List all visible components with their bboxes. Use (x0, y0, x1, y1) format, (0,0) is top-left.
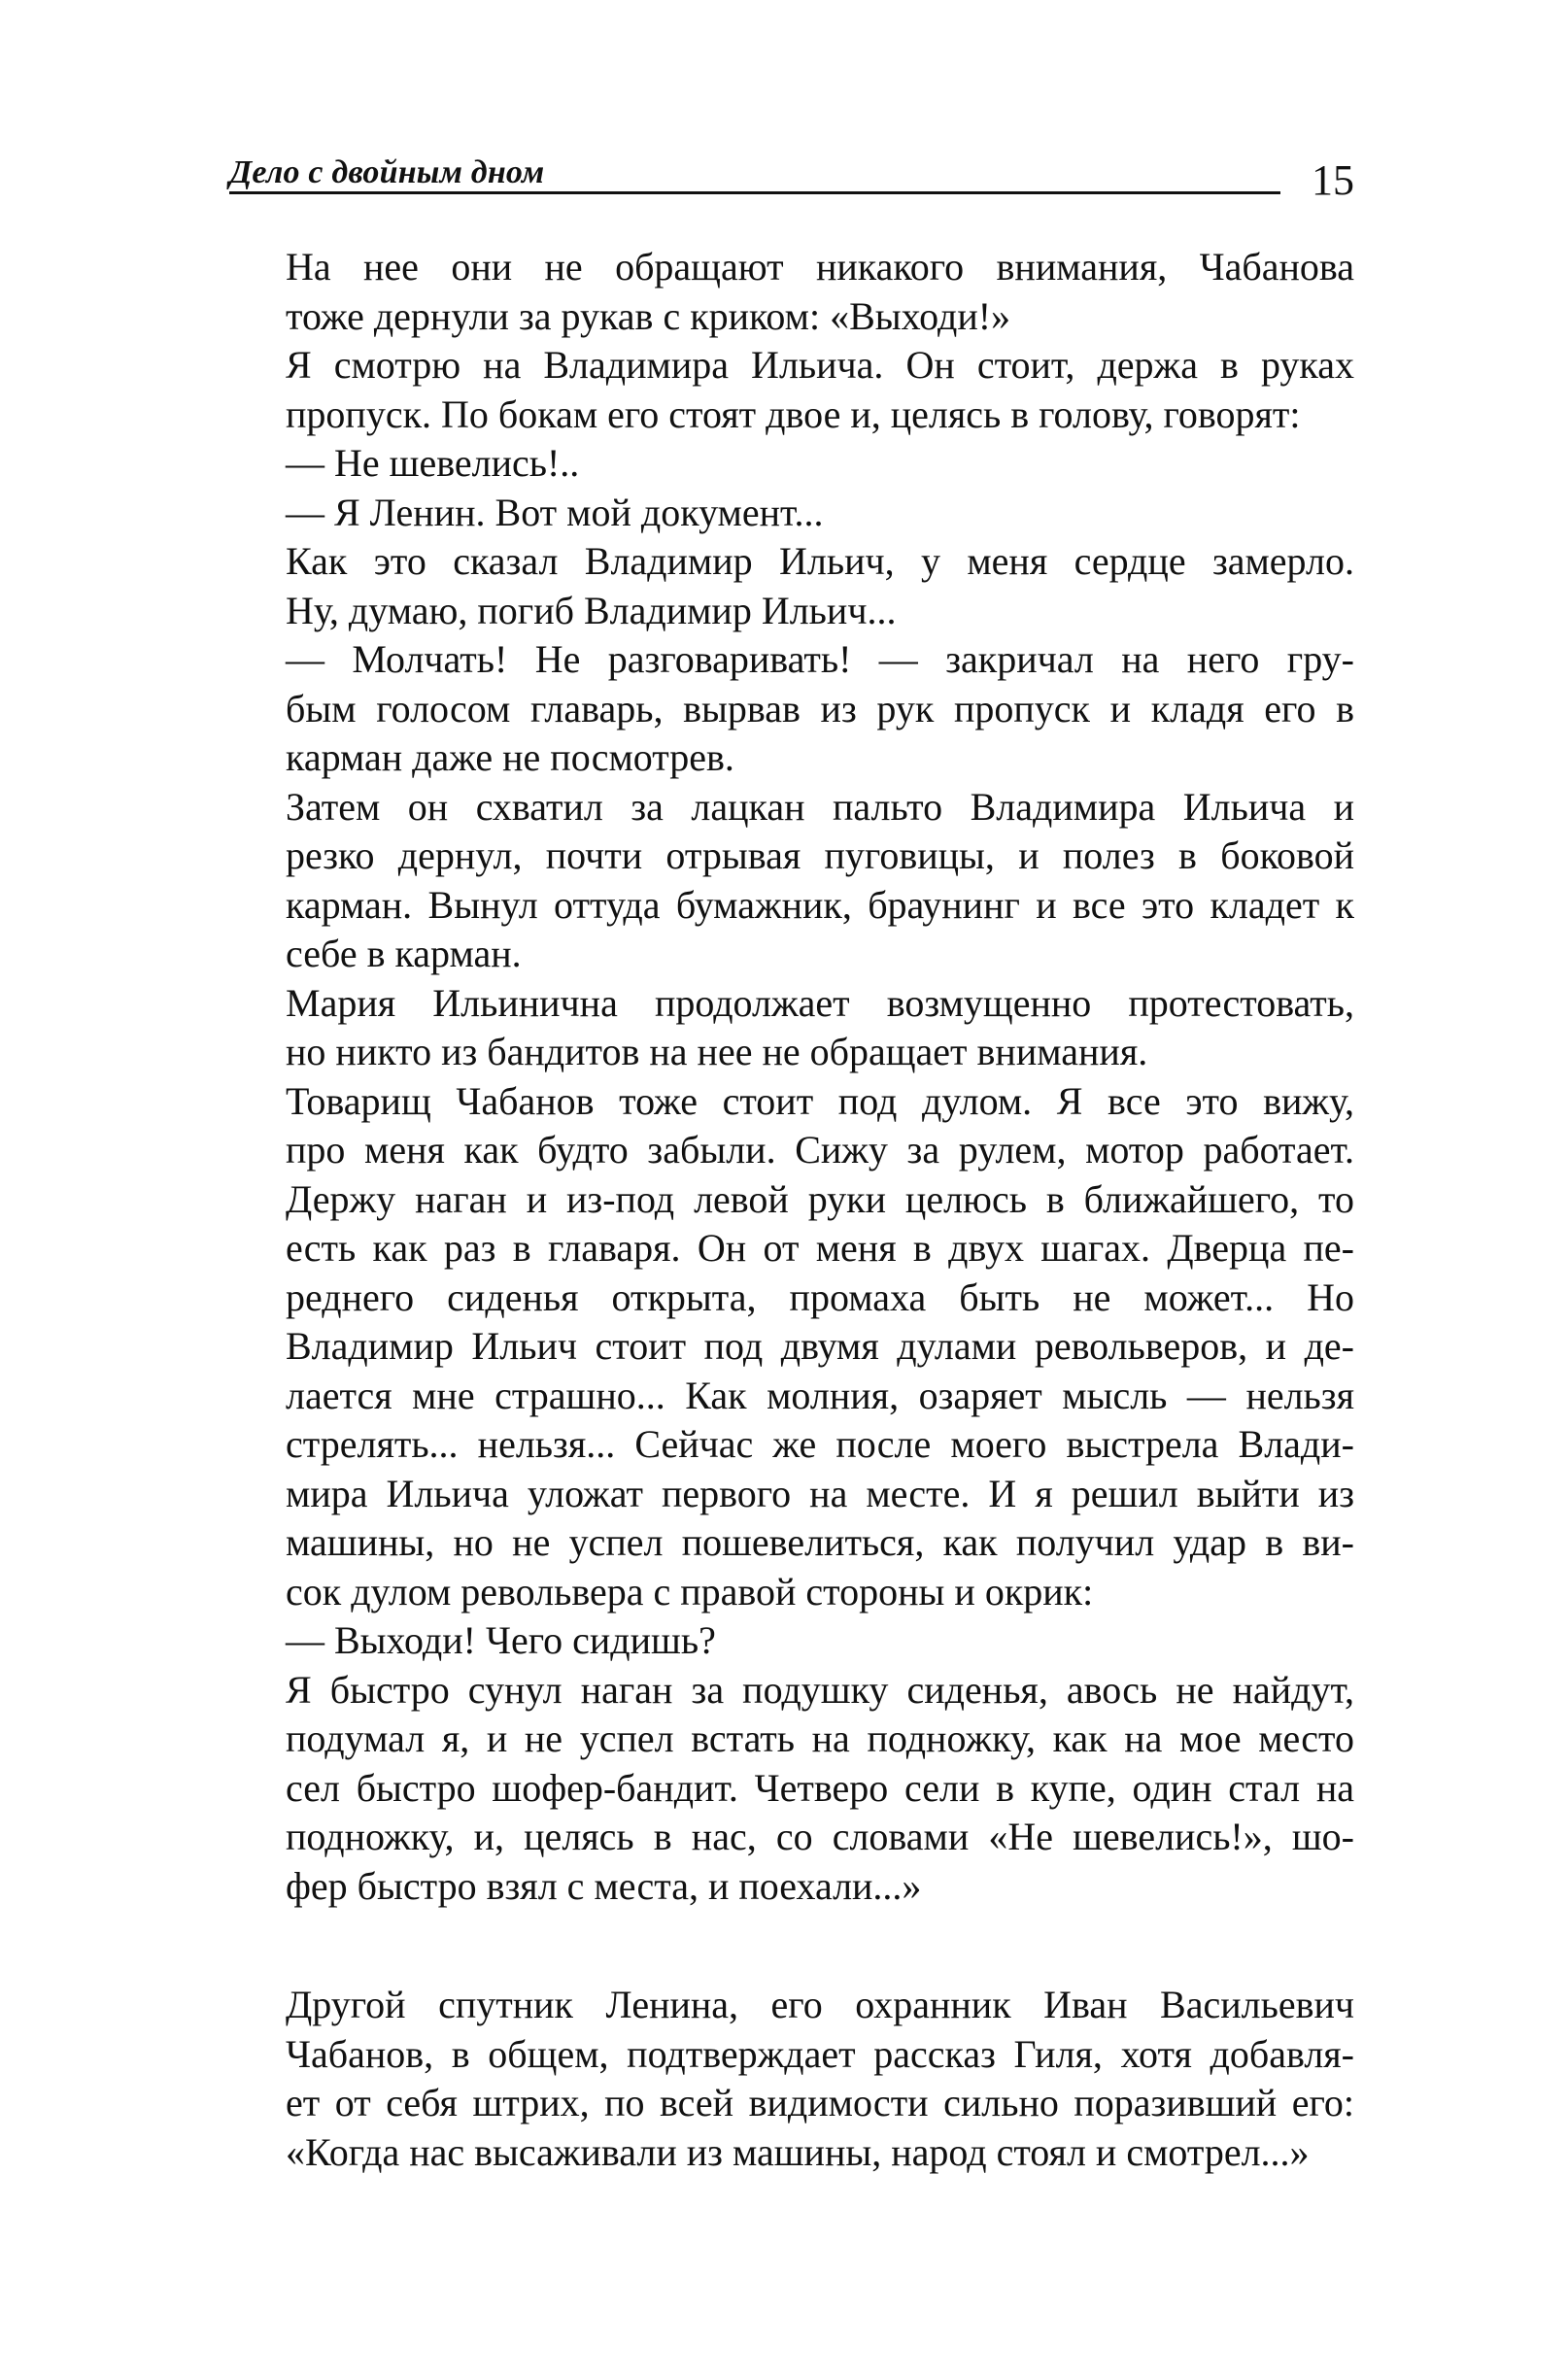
paragraph (229, 243, 1354, 341)
page-number: 15 (1312, 156, 1354, 204)
text-line: Ну, думаю, погиб Владимир Ильич... (286, 588, 897, 632)
text-line: резко дернул, почти отрывая пуговицы, и полез в боковой (286, 833, 1354, 877)
paragraph (229, 783, 1354, 979)
header-rule (229, 191, 1280, 194)
text-line: — Молчать! Не разговаривать! — закричал на него гру- (286, 637, 1354, 681)
text-line: Другой спутник Ленина, его охранник Иван Васильевич (286, 1983, 1354, 2026)
text-line: подножку, и, целясь в нас, со словами «Не шевелись!», шо- (286, 1815, 1354, 1858)
text-line: «Когда нас высаживали из машины, народ стоял и смотрел...» (286, 2129, 1310, 2174)
text-line: Я быстро сунул наган за подушку сиденья, авось не найдут, (286, 1667, 1354, 1712)
text-line: Как это сказал Владимир Ильич, у меня сердце замерло. (286, 539, 1354, 583)
text-line: пропуск. По бокам его стоят двое и, целясь в голову, говорят: (286, 391, 1301, 436)
paragraph (229, 635, 1354, 783)
text-line: реднего сиденья открыта, промаха быть не может... Но (286, 1274, 1354, 1319)
paragraph (229, 1616, 1354, 1666)
paragraph (229, 1077, 1354, 1617)
text-line: карман. Вынул оттуда бумажник, браунинг и все это кладет к (286, 882, 1354, 927)
text-line: лается мне страшно... Как молния, озаряет мысль — нельзя (286, 1373, 1354, 1417)
body-text (229, 243, 1354, 2177)
text-line: Я смотрю на Владимира Ильича. Он стоит, держа в руках (286, 343, 1354, 387)
page-header (229, 153, 1354, 206)
text-line: подумал я, и не успел встать на подножку, как на мое место (286, 1716, 1354, 1760)
text-line: фер быстро взял с места, и поехали...» (286, 1863, 922, 1908)
text-line: На нее они не обращают никакого внимания, Чабанова (286, 245, 1354, 289)
paragraph (229, 979, 1354, 1077)
paragraph (229, 439, 1354, 489)
text-line: тоже дернули за рукав с криком: «Выходи!» (286, 293, 1011, 338)
text-line: Держу наган и из-под левой руки целюсь в ближайшего, то (286, 1176, 1354, 1221)
text-line: Товарищ Чабанов тоже стоит под дулом. Я все это вижу, (286, 1078, 1354, 1123)
text-line: себе в карман. (286, 932, 522, 975)
text-line: сел быстро шофер-бандит. Четверо сели в купе, один стал на (286, 1765, 1354, 1810)
paragraph (229, 341, 1354, 439)
text-line: есть как раз в главаря. Он от меня в двух шагах. Дверца пе- (286, 1226, 1354, 1270)
text-line: Мария Ильинична продолжает возмущенно протестовать, (286, 980, 1354, 1025)
running-title: Дело с двойным дном (229, 154, 545, 190)
text-line: Чабанов, в общем, подтверждает рассказ Гиля, хотя добавля- (286, 2031, 1354, 2076)
text-line: ет от себя штрих, по всей видимости сильно поразивший его: (286, 2081, 1354, 2124)
text-line: — Выходи! Чего сидишь? (286, 1618, 716, 1662)
text-line: Владимир Ильич стоит под двумя дулами револьверов, и де- (286, 1324, 1354, 1368)
paragraph (229, 489, 1354, 538)
text-line: бым голосом главарь, вырвав из рук пропуск и кладя его в (286, 686, 1354, 730)
text-line: но никто из бандитов на нее не обращает внимания. (286, 1030, 1148, 1073)
text-line: стрелять... нельзя... Сейчас же после моего выстрела Влади- (286, 1422, 1354, 1466)
paragraph (229, 1981, 1354, 2177)
text-line: сок дулом револьвера с правой стороны и окрик: (286, 1569, 1094, 1614)
paragraph (229, 1666, 1354, 1912)
section-gap (229, 1911, 1354, 1981)
text-line: — Я Ленин. Вот мой документ... (286, 490, 824, 534)
paragraph (229, 537, 1354, 635)
text-line: карман даже не посмотрев. (286, 735, 734, 779)
text-line: мира Ильича уложат первого на месте. И я решил выйти из (286, 1471, 1354, 1515)
text-line: машины, но не успел пошевелиться, как получил удар в ви- (286, 1520, 1354, 1564)
text-line: — Не шевелись!.. (286, 441, 580, 485)
text-line: про меня как будто забыли. Сижу за рулем, мотор работает. (286, 1128, 1354, 1172)
text-line: Затем он схватил за лацкан пальто Владимира Ильича и (286, 784, 1354, 829)
